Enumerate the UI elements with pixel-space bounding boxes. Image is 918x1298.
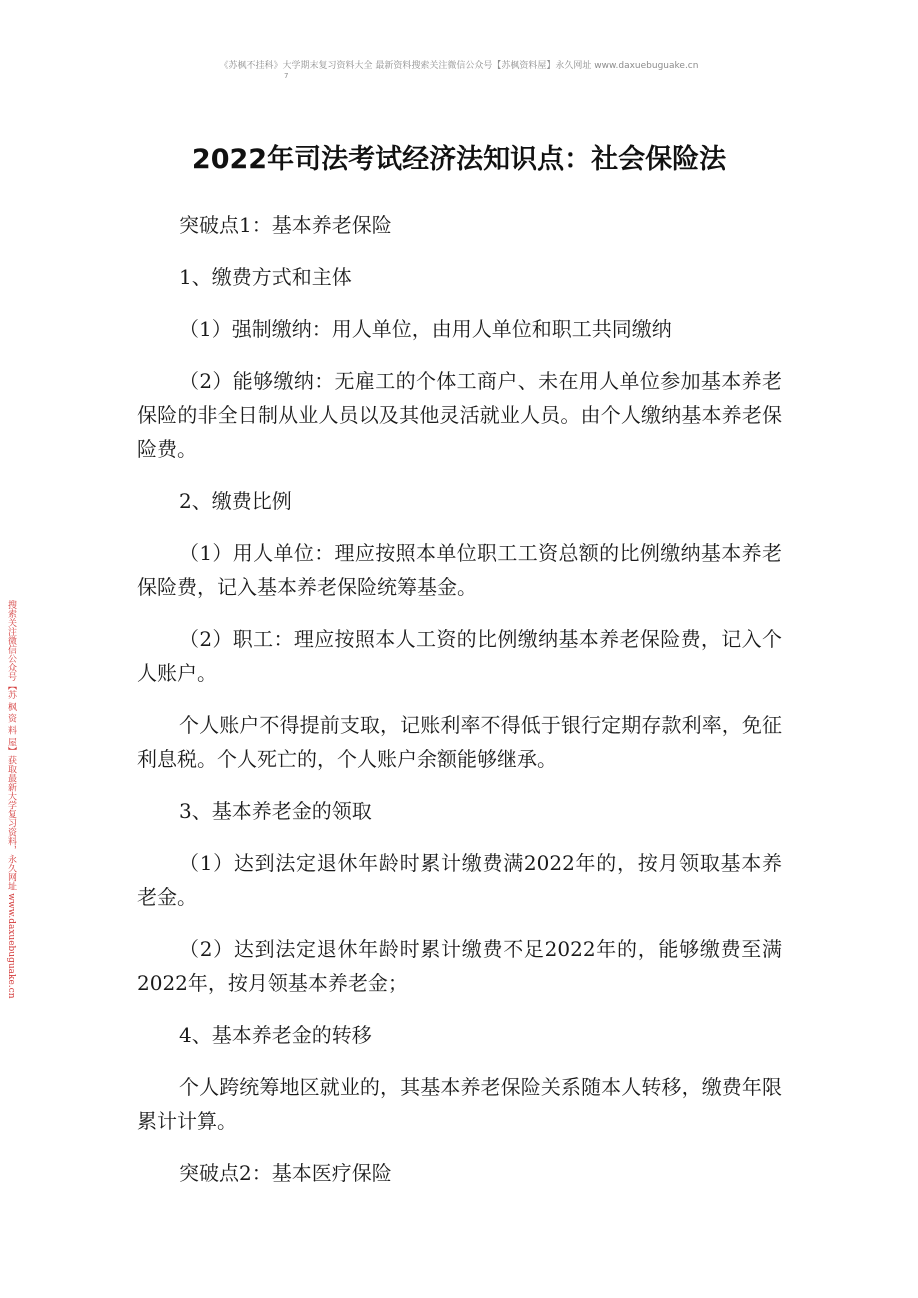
section-heading-1: 突破点1：基本养老保险: [179, 213, 392, 237]
section-heading-2: 突破点2：基本医疗保险: [179, 1161, 392, 1185]
header-banner: 《苏枫不挂科》大学期末复习资料大全 最新资料搜索关注微信公众号【苏枫资料屋】永久网址 www.daxuebuguake.cn: [219, 61, 699, 71]
paragraph: （1）用人单位：理应按照本单位职工工资总额的比例缴纳基本养老保险费，记入基本养老保险统筹基金。: [137, 541, 782, 599]
header-mark: 7: [284, 72, 289, 80]
subheading-pension-transfer: 4、基本养老金的转移: [179, 1023, 372, 1047]
paragraph: （2）达到法定退休年龄时累计缴费不足2022年的，能够缴费至满2022年，按月领基本养老金；: [137, 937, 782, 995]
side-watermark: 搜索关注微信公众号【苏 枫 资 料 屋】获取最新大学复习资料，永久网址 www.daxuebuguake.cn: [6, 600, 16, 999]
document-body: [137, 208, 782, 1208]
paragraph: （1）强制缴纳：用人单位，由用人单位和职工共同缴纳: [179, 317, 672, 341]
subheading-pension-collection: 3、基本养老金的领取: [179, 799, 372, 823]
paragraph: （2）能够缴纳：无雇工的个体工商户、未在用人单位参加基本养老保险的非全日制从业人员以及其他灵活就业人员。由个人缴纳基本养老保险费。: [137, 369, 782, 461]
subheading-payment-ratio: 2、缴费比例: [179, 489, 292, 513]
paragraph: 个人跨统筹地区就业的，其基本养老保险关系随本人转移，缴费年限累计计算。: [137, 1075, 782, 1133]
paragraph: （1）达到法定退休年龄时累计缴费满2022年的，按月领取基本养老金。: [137, 851, 782, 909]
page-header: [0, 60, 918, 80]
paragraph: 个人账户不得提前支取，记账利率不得低于银行定期存款利率，免征利息税。个人死亡的，个人账户余额能够继承。: [137, 713, 782, 771]
document-title: 2022年司法考试经济法知识点：社会保险法: [191, 144, 727, 175]
paragraph: （2）职工：理应按照本人工资的比例缴纳基本养老保险费，记入个人账户。: [137, 627, 782, 685]
subheading-payment-method: 1、缴费方式和主体: [179, 265, 352, 289]
